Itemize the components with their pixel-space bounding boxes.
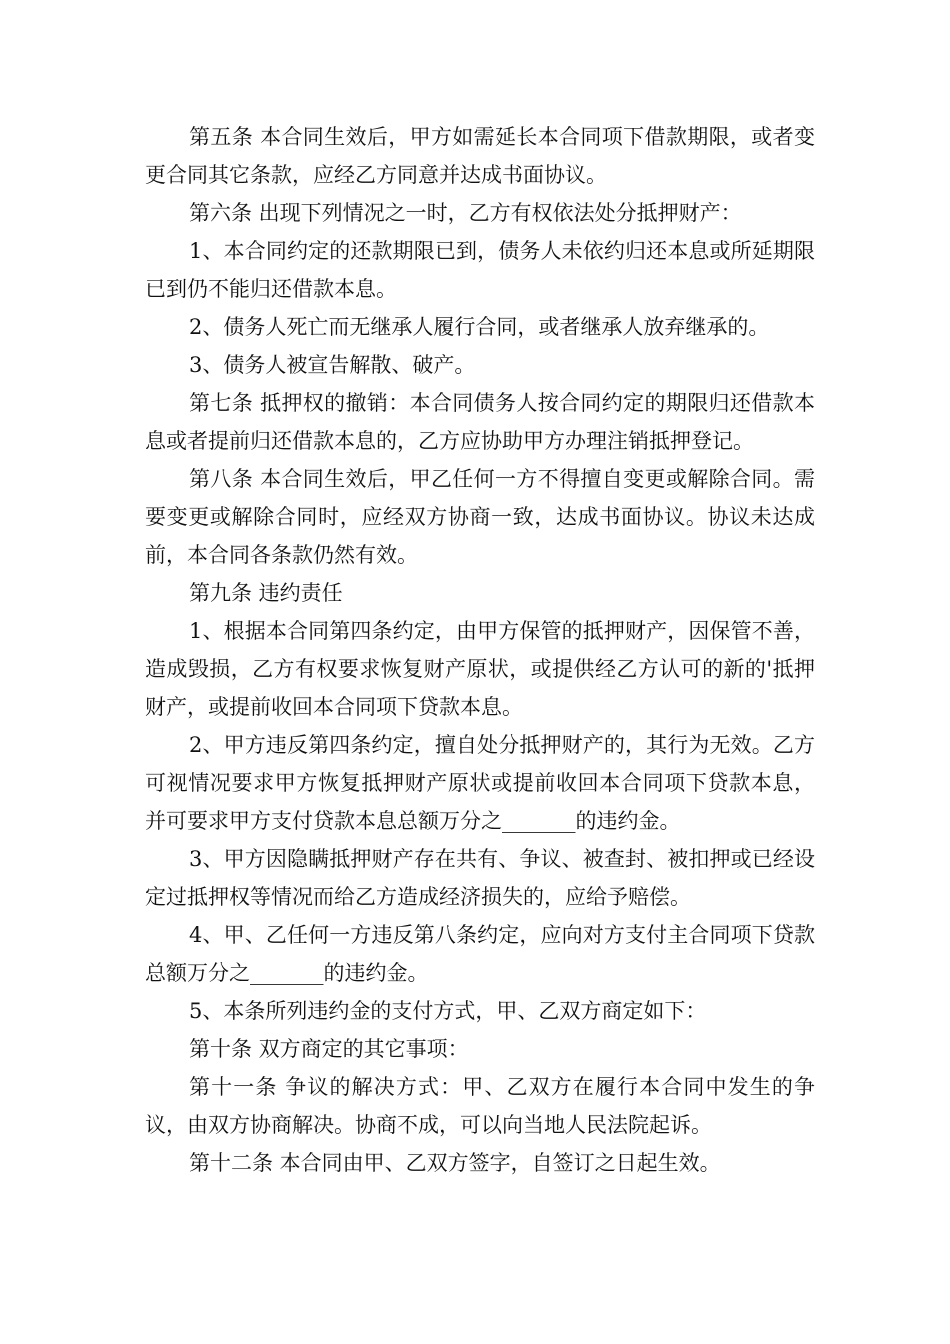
- article-9-heading: 第九条 违约责任: [189, 581, 343, 605]
- article-6-item-3: 3、债务人被宣告解散、破产。: [189, 353, 476, 377]
- article-8-paragraph: 第八条 本合同生效后，甲乙任何一方不得擅自变更或解除合同。需要变更或解除合同时，应经双方协商一致，达成书面协议。协议未达成前，本合同各条款仍然有效。: [145, 467, 815, 567]
- article-10-paragraph: 第十条 双方商定的其它事项：: [189, 1037, 469, 1061]
- article-6-item-2: 2、债务人死亡而无继承人履行合同，或者继承人放弃继承的。: [189, 315, 770, 339]
- article-7-paragraph: 第七条 抵押权的撤销：本合同债务人按合同约定的期限归还借款本息或者提前归还借款本息的，乙方应协助甲方办理注销抵押登记。: [145, 391, 815, 453]
- article-9-item-5: 5、本条所列违约金的支付方式，甲、乙双方商定如下：: [189, 999, 707, 1023]
- article-5-paragraph: 第五条 本合同生效后，甲方如需延长本合同项下借款期限，或者变更合同其它条款，应经乙方同意并达成书面协议。: [145, 125, 815, 187]
- article-6-paragraph: 第六条 出现下列情况之一时，乙方有权依法处分抵押财产：: [189, 201, 742, 225]
- article-6-item-1: 1、本合同约定的还款期限已到，债务人未依约归还本息或所延期限已到仍不能归还借款本息。: [145, 239, 815, 301]
- document-body: [145, 118, 815, 1182]
- article-9-item-3: 3、甲方因隐瞒抵押财产存在共有、争议、被查封、被扣押或已经设定过抵押权等情况而给乙方造成经济损失的，应给予赔偿。: [145, 847, 815, 909]
- article-9-item-2: 2、甲方违反第四条约定，擅自处分抵押财产的，其行为无效。乙方可视情况要求甲方恢复抵押财产原状或提前收回本合同项下贷款本息，并可要求甲方支付贷款本息总额万分之_______的违约金。: [145, 733, 815, 833]
- article-9-item-1: 1、根据本合同第四条约定，由甲方保管的抵押财产，因保管不善，造成毁损，乙方有权要求恢复财产原状，或提供经乙方认可的新的'抵押财产，或提前收回本合同项下贷款本息。: [145, 619, 815, 719]
- article-11-paragraph: 第十一条 争议的解决方式：甲、乙双方在履行本合同中发生的争议，由双方协商解决。协商不成，可以向当地人民法院起诉。: [145, 1075, 815, 1137]
- article-9-item-4: 4、甲、乙任何一方违反第八条约定，应向对方支付主合同项下贷款总额万分之_______的违约金。: [145, 923, 815, 985]
- article-12-paragraph: 第十二条 本合同由甲、乙双方签字，自签订之日起生效。: [189, 1151, 721, 1175]
